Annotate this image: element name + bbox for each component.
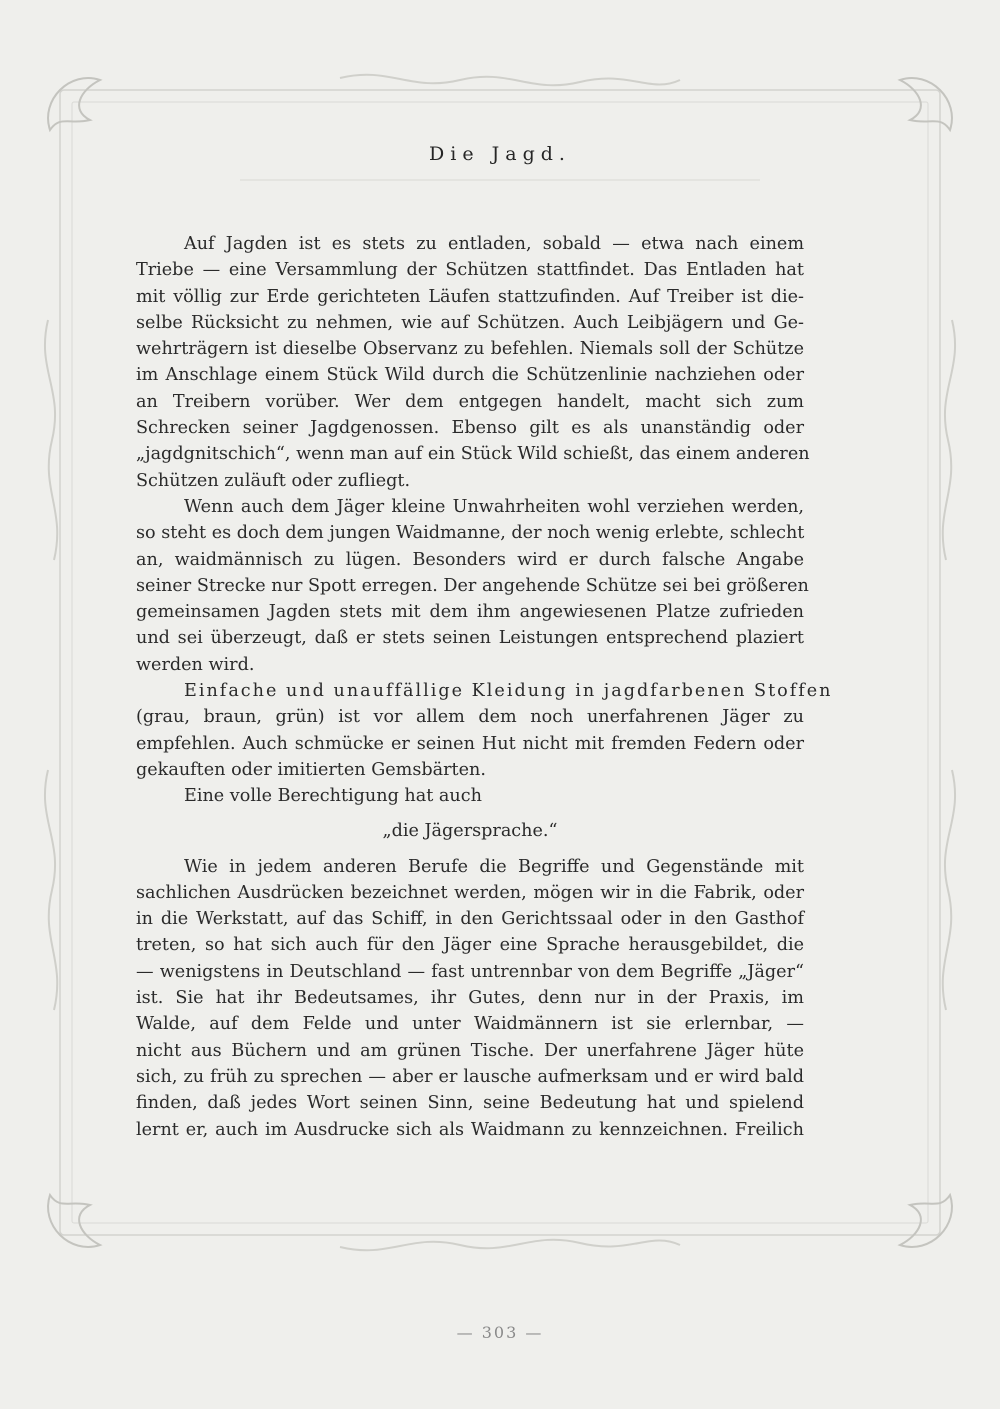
text-line: seiner Strecke nur Spott erregen. Der angehende Schütze sei bei größeren (136, 575, 809, 596)
text-line: gemeinsamen Jagden stets mit dem ihm angewiesenen Platze zufrieden (136, 602, 804, 623)
text-line: Walde, auf dem Felde und unter Waidmännern ist sie erlernbar, — (136, 1014, 804, 1035)
text-line: Auf Jagden ist es stets zu entladen, sobald — etwa nach einem (184, 234, 804, 254)
running-head: Die Jagd. (429, 143, 571, 165)
text-line: Wenn auch dem Jäger kleine Unwahrheiten wohl verziehen werden, (184, 496, 804, 517)
text-line: mit völlig zur Erde gerichteten Läufen stattzufinden. Auf Treiber ist die- (136, 286, 804, 307)
text-line: — wenigstens in Deutschland — fast untrennbar von dem Begriffe „Jäger“ (136, 961, 804, 982)
text-line: treten, so hat sich auch für den Jäger eine Sprache herausgebildet, die (136, 935, 804, 956)
text-line: „jagdgnitschich“, wenn man auf ein Stück Wild schießt, das einem anderen (136, 444, 810, 465)
text-line: empfehlen. Auch schmücke er seinen Hut nicht mit fremden Federn oder (136, 733, 804, 754)
text-line: gekauften oder imitierten Gemsbärten. (136, 759, 486, 780)
text-line: an, waidmännisch zu lügen. Besonders wird er durch falsche Angabe (136, 549, 804, 570)
text-line: und sei überzeugt, daß er stets seinen Leistungen entsprechend plaziert (136, 628, 804, 649)
text-line: Eine volle Berechtigung hat auch (184, 786, 482, 807)
text-line: wehrträgern ist dieselbe Observanz zu befehlen. Niemals soll der Schütze (136, 339, 804, 360)
text-line: an Treibern vorüber. Wer dem entgegen handelt, macht sich zum (136, 391, 804, 412)
text-line: finden, daß jedes Wort seinen Sinn, seine Bedeutung hat und spielend (136, 1093, 804, 1114)
text-line: (grau, braun, grün) ist vor allem dem noch unerfahrenen Jäger zu (136, 707, 804, 728)
text-line: werden wird. (136, 654, 255, 675)
text-line: selbe Rücksicht zu nehmen, wie auf Schützen. Auch Leibjägern und Ge- (136, 312, 804, 333)
text-line: in die Werkstatt, auf das Schiff, in den Gerichtssaal oder in den Gasthof (136, 909, 804, 930)
text-line: Triebe — eine Versammlung der Schützen stattfindet. Das Entladen hat (136, 260, 804, 281)
text-line: Schützen zuläuft oder zufliegt. (136, 470, 411, 491)
text-line: nicht aus Büchern und am grünen Tische. Der unerfahrene Jäger hüte (136, 1040, 804, 1061)
text-line: so steht es doch dem jungen Waidmanne, der noch wenig erlebte, schlecht (136, 523, 805, 544)
page-number: — 303 — (456, 1323, 544, 1342)
section-heading: „die Jägersprache.“ (382, 820, 558, 841)
body-text (136, 231, 833, 1143)
text-line: im Anschlage einem Stück Wild durch die Schützenlinie nachziehen oder (136, 365, 804, 386)
text-line: sachlichen Ausdrücken bezeichnet werden, mögen wir in die Fabrik, oder (136, 882, 804, 903)
text-line: lernt er, auch im Ausdrucke sich als Waidmann zu kennzeichnen. Freilich (136, 1119, 804, 1140)
text-line: sich, zu früh zu sprechen — aber er lausche aufmerksam und er wird bald (136, 1066, 804, 1087)
text-line: Schrecken seiner Jagdgenossen. Ebenso gilt es als unanständig oder (136, 418, 804, 439)
text-line: Wie in jedem anderen Berufe die Begriffe und Gegenstände mit (184, 856, 804, 877)
text-line: Einfache und unauffällige Kleidung in jagdfarbenen Stoffen (184, 681, 833, 702)
text-line: ist. Sie hat ihr Bedeutsames, ihr Gutes, denn nur in der Praxis, im (136, 988, 804, 1009)
